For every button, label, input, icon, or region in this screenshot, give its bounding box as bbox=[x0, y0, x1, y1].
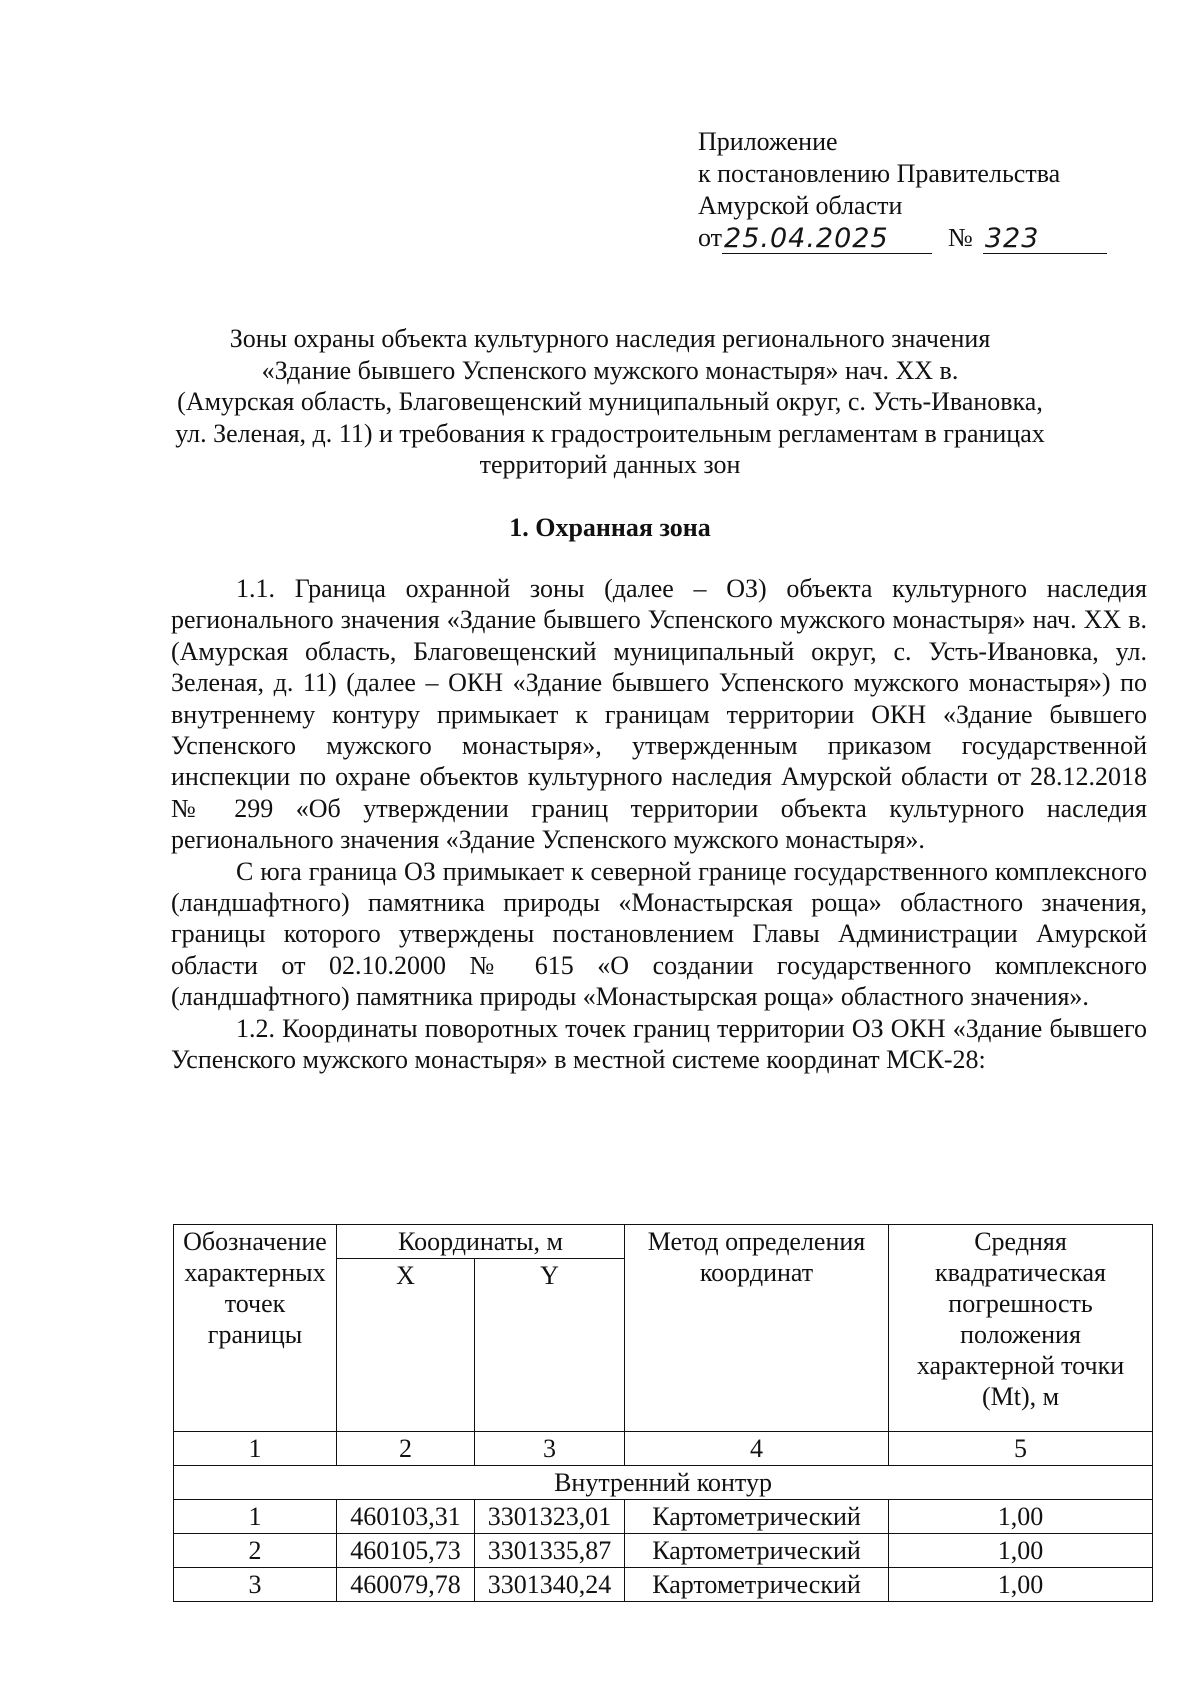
document-title bbox=[150, 323, 1070, 481]
number-sign: № bbox=[948, 223, 973, 252]
title-line: (Амурская область, Благовещенский муниципальный округ, с. Усть-Ивановка, bbox=[177, 387, 1043, 416]
point-cell: 3 bbox=[174, 1568, 337, 1602]
handwritten-date: 25.04.2025 bbox=[722, 225, 932, 254]
column-number: 5 bbox=[889, 1432, 1153, 1466]
coordinates-table bbox=[173, 1224, 1153, 1602]
appendix-header bbox=[698, 126, 1107, 254]
column-number: 2 bbox=[337, 1432, 475, 1466]
x-cell: 460103,31 bbox=[337, 1500, 475, 1534]
table-row bbox=[174, 1534, 1153, 1568]
title-line: территорий данных зон bbox=[479, 450, 741, 479]
error-cell: 1,00 bbox=[889, 1568, 1153, 1602]
error-cell: 1,00 bbox=[889, 1500, 1153, 1534]
section-heading: 1. Охранная зона bbox=[509, 513, 711, 542]
title-line: ул. Зеленая, д. 11) и требования к градостроительным регламентам в границах bbox=[175, 418, 1045, 448]
paragraph-1-1: 1.1. Граница охранной зоны (далее – ОЗ) объекта культурного наследия регионального значения «Здание бывшего Успенского мужского монастыря» нач. XX в. (Амурская область, Благовещенский муниципальный округ, с. Усть-Ивановка, ул. Зеленая, д. 11) (далее – ОКН «Здание бывшего Успенского мужского монастыря») по внутреннему контуру примыкает к границам территории ОКН «Здание бывшего Успенского мужского монастыря», утвержденным приказом государственной инспекции по охране объектов культурного наследия Амурской области от 28.12.2018 № 299 «Об утверждении границ территории объекта культурного наследия регионального значения «Здание Успенского мужского монастыря». bbox=[171, 574, 1147, 855]
error-cell: 1,00 bbox=[889, 1534, 1153, 1568]
column-number: 1 bbox=[174, 1432, 337, 1466]
header-error: Средняя квадратическая погрешность положения характерной точки (Mt), м bbox=[889, 1225, 1153, 1432]
group-label: Внутренний контур bbox=[174, 1466, 1153, 1500]
column-number: 4 bbox=[625, 1432, 889, 1466]
header-coordinates: Координаты, м bbox=[337, 1225, 625, 1259]
document-body bbox=[171, 573, 1147, 1076]
header-x: X bbox=[337, 1259, 475, 1432]
date-prefix: от bbox=[698, 223, 723, 252]
point-cell: 2 bbox=[174, 1534, 337, 1568]
point-cell: 1 bbox=[174, 1500, 337, 1534]
header-y: Y bbox=[475, 1259, 625, 1432]
resolution-label: к постановлению Правительства bbox=[698, 159, 1061, 188]
method-cell: Картометрический bbox=[625, 1500, 889, 1534]
date-number-line bbox=[698, 222, 1107, 254]
x-cell: 460079,78 bbox=[337, 1568, 475, 1602]
paragraph-south-boundary: С юга граница ОЗ примыкает к северной границе государственного комплексного (ландшафтного) памятника природы «Монастырская роща» областного значения, границы которого утверждены постановлением Главы Администрации Амурской области от 02.10.2000 № 615 «О создании государственного комплексного (ландшафтного) памятника природы «Монастырская роща» областного значения». bbox=[171, 856, 1147, 1012]
y-cell: 3301323,01 bbox=[475, 1500, 625, 1534]
header-designation: Обозначение характерных точек границы bbox=[174, 1225, 337, 1432]
handwritten-number: 323 bbox=[983, 225, 1107, 254]
y-cell: 3301340,24 bbox=[475, 1568, 625, 1602]
column-number-row bbox=[174, 1432, 1153, 1466]
y-cell: 3301335,87 bbox=[475, 1534, 625, 1568]
title-line: «Здание бывшего Успенского мужского монастыря» нач. XX в. bbox=[261, 355, 959, 385]
column-number: 3 bbox=[475, 1432, 625, 1466]
region-label: Амурской области bbox=[698, 191, 903, 220]
table-row bbox=[174, 1568, 1153, 1602]
method-cell: Картометрический bbox=[625, 1568, 889, 1602]
group-row bbox=[174, 1466, 1153, 1500]
method-cell: Картометрический bbox=[625, 1534, 889, 1568]
x-cell: 460105,73 bbox=[337, 1534, 475, 1568]
appendix-label: Приложение bbox=[698, 127, 838, 156]
header-method: Метод определения координат bbox=[625, 1225, 889, 1432]
paragraph-1-2: 1.2. Координаты поворотных точек границ территории ОЗ ОКН «Здание бывшего Успенского мужского монастыря» в местной системе координат МСК-28: bbox=[171, 1013, 1147, 1075]
table-header-row bbox=[174, 1225, 1153, 1259]
table-row bbox=[174, 1500, 1153, 1534]
title-line: Зоны охраны объекта культурного наследия регионального значения bbox=[229, 324, 991, 353]
